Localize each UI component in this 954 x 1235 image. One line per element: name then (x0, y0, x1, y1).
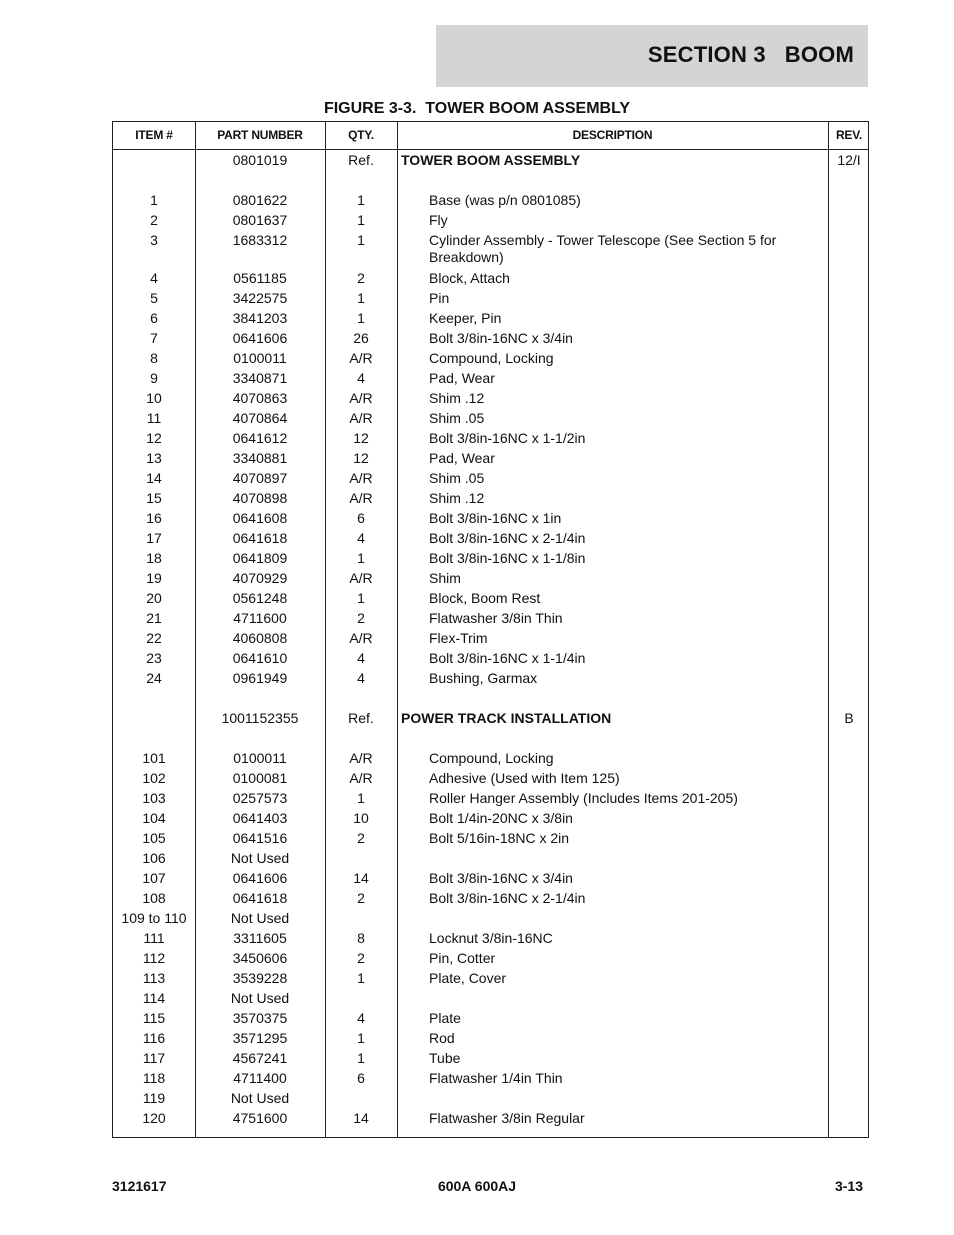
description-cell: Bolt 3/8in-16NC x 1-1/4in (429, 650, 586, 666)
footer-doc-number: 3121617 (112, 1178, 167, 1194)
part-number-cell: 3841203 (232, 310, 288, 326)
table-row (113, 570, 868, 590)
item-number-cell: 20 (146, 590, 162, 606)
item-number-cell: 101 (142, 750, 166, 766)
part-number-cell: 0641516 (232, 830, 288, 846)
description-cell: Bolt 3/8in-16NC x 2-1/4in (429, 890, 586, 906)
quantity-cell: 1 (357, 1030, 365, 1046)
part-number-cell: 4711600 (233, 610, 287, 626)
part-number-cell: 0561185 (233, 270, 287, 286)
parts-table (112, 121, 869, 1138)
table-row (113, 550, 868, 570)
description-cell: Block, Boom Rest (429, 590, 541, 606)
part-number-cell: 4070864 (232, 410, 288, 426)
quantity-cell: A/R (349, 750, 373, 766)
header-divider (113, 149, 868, 150)
item-number-cell: 120 (142, 1110, 166, 1126)
quantity-cell: 4 (357, 650, 365, 666)
table-row (113, 232, 868, 265)
quantity-cell: A/R (349, 770, 373, 786)
table-row (113, 850, 868, 870)
quantity-cell: 4 (357, 1010, 365, 1026)
description-cell: Compound, Locking (429, 750, 554, 766)
part-number-cell: 0641606 (232, 870, 288, 886)
part-number-cell: 0801637 (232, 212, 288, 228)
quantity-cell: 4 (357, 530, 365, 546)
part-number-cell: 0641809 (232, 550, 288, 566)
item-number-cell: 106 (142, 850, 166, 866)
item-number-cell: 10 (146, 390, 162, 406)
table-row (113, 290, 868, 310)
quantity-cell: 1 (357, 1050, 365, 1066)
part-number-cell: 4567241 (232, 1050, 288, 1066)
description-cell: Keeper, Pin (429, 310, 502, 326)
table-row (113, 490, 868, 510)
item-number-cell: 107 (142, 870, 166, 886)
table-row (113, 890, 868, 910)
table-row (113, 970, 868, 990)
table-row (113, 192, 868, 212)
part-number-cell: 0100011 (233, 350, 287, 366)
item-number-cell: 16 (146, 510, 162, 526)
item-number-cell: 105 (142, 830, 166, 846)
description-cell: Adhesive (Used with Item 125) (429, 770, 620, 786)
table-row (113, 770, 868, 790)
item-number-cell: 17 (146, 530, 162, 546)
table-row (113, 950, 868, 970)
description-cell: Pad, Wear (429, 370, 495, 386)
revision-cell: 12/I (837, 152, 861, 168)
description-cell: Fly (429, 212, 448, 228)
item-number-cell: 6 (150, 310, 158, 326)
description-cell: Pad, Wear (429, 450, 495, 466)
part-number-cell: 3450606 (232, 950, 288, 966)
column-header-part-number: PART NUMBER (217, 128, 303, 142)
part-number-cell: 0801622 (232, 192, 288, 208)
description-cell: Flex-Trim (429, 630, 488, 646)
quantity-cell: A/R (349, 470, 373, 486)
table-row (113, 270, 868, 290)
description-cell: Compound, Locking (429, 350, 554, 366)
description-cell: Plate (429, 1010, 461, 1026)
revision-cell: B (844, 710, 854, 726)
table-row (113, 1030, 868, 1050)
item-number-cell: 11 (146, 410, 162, 426)
part-number-cell: 0100011 (233, 750, 287, 766)
table-row (113, 430, 868, 450)
part-number-cell: Not Used (230, 990, 290, 1006)
quantity-cell: A/R (349, 630, 373, 646)
item-number-cell: 115 (142, 1010, 166, 1026)
item-number-cell: 15 (146, 490, 162, 506)
section-title: SECTION 3 BOOM (647, 42, 854, 67)
table-row (113, 1010, 868, 1030)
part-number-cell: 3340871 (232, 370, 288, 386)
column-header-rev: REV. (835, 128, 863, 142)
description-cell: Bolt 3/8in-16NC x 1in (429, 510, 562, 526)
table-row (113, 1110, 868, 1130)
description-cell: Bolt 3/8in-16NC x 1-1/8in (429, 550, 586, 566)
table-row (113, 830, 868, 850)
quantity-cell: 6 (357, 1070, 365, 1086)
table-row (113, 330, 868, 350)
quantity-cell: 2 (357, 830, 365, 846)
description-cell: Locknut 3/8in-16NC (429, 930, 553, 946)
quantity-cell: 1 (357, 192, 365, 208)
item-number-cell: 113 (142, 970, 166, 986)
part-number-cell: 0641612 (232, 430, 288, 446)
part-number-cell: 0561248 (232, 590, 288, 606)
quantity-cell: Ref. (348, 152, 374, 168)
description-cell: Bolt 1/4in-20NC x 3/8in (429, 810, 573, 826)
part-number-cell: 1001152355 (221, 710, 299, 726)
quantity-cell: A/R (349, 570, 373, 586)
quantity-cell: 14 (353, 1110, 369, 1126)
part-number-cell: 4751600 (232, 1110, 288, 1126)
part-number-cell: 0641606 (232, 330, 288, 346)
table-row (113, 750, 868, 770)
table-row (113, 1090, 868, 1110)
quantity-cell: 1 (357, 212, 365, 228)
footer-model: 600A 600AJ (437, 1178, 517, 1194)
footer-page-number: 3-13 (834, 1178, 863, 1194)
figure-title: FIGURE 3-3. TOWER BOOM ASSEMBLY (323, 100, 631, 117)
table-row (113, 870, 868, 890)
description-cell: Flatwasher 1/4in Thin (429, 1070, 563, 1086)
quantity-cell: 2 (357, 890, 365, 906)
quantity-cell: 1 (357, 550, 365, 566)
item-number-cell: 13 (146, 450, 162, 466)
table-row (113, 810, 868, 830)
quantity-cell: 1 (357, 290, 365, 306)
part-number-cell: 0100081 (232, 770, 288, 786)
table-row (113, 390, 868, 410)
table-row (113, 910, 868, 930)
part-number-cell: 3571295 (232, 1030, 288, 1046)
column-header-qty: QTY. (348, 128, 374, 142)
table-row (113, 650, 868, 670)
part-number-cell: 0961949 (232, 670, 288, 686)
part-number-cell: 4070929 (232, 570, 288, 586)
description-cell: Plate, Cover (429, 970, 507, 986)
part-number-cell: 3570375 (232, 1010, 288, 1026)
part-number-cell: 0641608 (232, 510, 288, 526)
item-number-cell: 3 (150, 232, 158, 248)
description-cell: Pin (429, 290, 450, 306)
table-row (113, 1070, 868, 1090)
table-row (113, 630, 868, 650)
part-number-cell: 0641610 (232, 650, 288, 666)
part-number-cell: 4070863 (232, 390, 288, 406)
table-row (113, 670, 868, 690)
part-number-cell: 0257573 (232, 790, 288, 806)
item-number-cell: 9 (150, 370, 158, 386)
description-cell: Cylinder Assembly - Tower Telescope (See Section 5 for Breakdown) (429, 232, 777, 265)
item-number-cell: 1 (150, 192, 158, 208)
part-number-cell: Not Used (230, 1090, 290, 1106)
table-row (113, 930, 868, 950)
description-cell: Shim .05 (429, 470, 485, 486)
quantity-cell: A/R (349, 350, 373, 366)
part-number-cell: 3539228 (232, 970, 288, 986)
item-number-cell: 2 (150, 212, 158, 228)
description-cell: Shim (429, 570, 461, 586)
description-cell: Rod (429, 1030, 455, 1046)
description-cell: Shim .12 (429, 490, 485, 506)
table-row (113, 610, 868, 630)
item-number-cell: 22 (146, 630, 162, 646)
assembly-row (113, 152, 868, 172)
quantity-cell: 4 (357, 670, 365, 686)
table-row (113, 530, 868, 550)
description-cell: Bolt 3/8in-16NC x 1-1/2in (429, 430, 586, 446)
part-number-cell: 0641403 (232, 810, 288, 826)
item-number-cell: 111 (143, 930, 165, 946)
quantity-cell: 12 (353, 450, 369, 466)
item-number-cell: 109 to 110 (121, 910, 187, 926)
quantity-cell: A/R (349, 390, 373, 406)
quantity-cell: 1 (357, 310, 365, 326)
column-header-description: DESCRIPTION (572, 128, 653, 142)
quantity-cell: 1 (357, 790, 365, 806)
description-cell: Tube (429, 1050, 461, 1066)
quantity-cell: 12 (353, 430, 369, 446)
quantity-cell: Ref. (348, 710, 374, 726)
description-cell: Base (was p/n 0801085) (429, 192, 581, 208)
table-row (113, 510, 868, 530)
part-number-cell: Not Used (230, 850, 290, 866)
item-number-cell: 118 (142, 1070, 166, 1086)
item-number-cell: 103 (142, 790, 166, 806)
quantity-cell: A/R (349, 410, 373, 426)
column-header-item: ITEM # (135, 128, 173, 142)
table-row (113, 590, 868, 610)
item-number-cell: 19 (146, 570, 162, 586)
item-number-cell: 18 (146, 550, 162, 566)
quantity-cell: A/R (349, 490, 373, 506)
table-row (113, 310, 868, 330)
description-cell: TOWER BOOM ASSEMBLY (401, 152, 581, 168)
part-number-cell: 3340881 (232, 450, 288, 466)
item-number-cell: 117 (142, 1050, 166, 1066)
description-cell: Shim .05 (429, 410, 485, 426)
quantity-cell: 1 (357, 232, 365, 248)
item-number-cell: 12 (146, 430, 162, 446)
part-number-cell: 0641618 (232, 890, 288, 906)
quantity-cell: 6 (357, 510, 365, 526)
description-cell: Roller Hanger Assembly (Includes Items 201-205) (429, 790, 738, 806)
item-number-cell: 4 (150, 270, 158, 286)
quantity-cell: 4 (357, 370, 365, 386)
assembly-row (113, 710, 868, 730)
description-cell: Block, Attach (429, 270, 510, 286)
part-number-cell: 4070898 (232, 490, 288, 506)
description-cell: Bushing, Garmax (429, 670, 538, 686)
description-cell: Pin, Cotter (429, 950, 496, 966)
item-number-cell: 7 (150, 330, 158, 346)
quantity-cell: 14 (353, 870, 369, 886)
description-cell: Bolt 3/8in-16NC x 2-1/4in (429, 530, 586, 546)
table-row (113, 1050, 868, 1070)
description-cell: Shim .12 (429, 390, 485, 406)
quantity-cell: 26 (353, 330, 369, 346)
table-row (113, 990, 868, 1010)
section-header-box (436, 25, 868, 87)
item-number-cell: 114 (142, 990, 166, 1006)
item-number-cell: 24 (146, 670, 162, 686)
item-number-cell: 119 (142, 1090, 166, 1106)
table-row (113, 410, 868, 430)
quantity-cell: 10 (353, 810, 369, 826)
item-number-cell: 23 (146, 650, 162, 666)
part-number-cell: 0641618 (232, 530, 288, 546)
description-cell: Bolt 5/16in-18NC x 2in (429, 830, 570, 846)
table-row (113, 470, 868, 490)
item-number-cell: 112 (142, 950, 166, 966)
part-number-cell: Not Used (230, 910, 290, 926)
part-number-cell: 3422575 (232, 290, 288, 306)
item-number-cell: 5 (150, 290, 158, 306)
part-number-cell: 0801019 (232, 152, 288, 168)
table-row (113, 450, 868, 470)
part-number-cell: 4711400 (233, 1070, 287, 1086)
part-number-cell: 3311605 (233, 930, 287, 946)
description-cell: Flatwasher 3/8in Regular (429, 1110, 585, 1126)
quantity-cell: 8 (357, 930, 365, 946)
description-cell: Bolt 3/8in-16NC x 3/4in (429, 330, 573, 346)
table-row (113, 212, 868, 232)
quantity-cell: 2 (357, 610, 365, 626)
part-number-cell: 4070897 (232, 470, 288, 486)
description-cell: Flatwasher 3/8in Thin (429, 610, 563, 626)
item-number-cell: 108 (142, 890, 166, 906)
item-number-cell: 14 (146, 470, 162, 486)
item-number-cell: 8 (150, 350, 158, 366)
quantity-cell: 2 (357, 270, 365, 286)
description-cell: POWER TRACK INSTALLATION (401, 710, 612, 726)
quantity-cell: 1 (357, 970, 365, 986)
table-row (113, 370, 868, 390)
table-row (113, 350, 868, 370)
item-number-cell: 104 (142, 810, 166, 826)
quantity-cell: 2 (357, 950, 365, 966)
part-number-cell: 1683312 (232, 232, 288, 248)
quantity-cell: 1 (357, 590, 365, 606)
item-number-cell: 21 (146, 610, 162, 626)
part-number-cell: 4060808 (232, 630, 288, 646)
item-number-cell: 102 (142, 770, 166, 786)
description-cell: Bolt 3/8in-16NC x 3/4in (429, 870, 573, 886)
table-row (113, 790, 868, 810)
item-number-cell: 116 (142, 1030, 166, 1046)
